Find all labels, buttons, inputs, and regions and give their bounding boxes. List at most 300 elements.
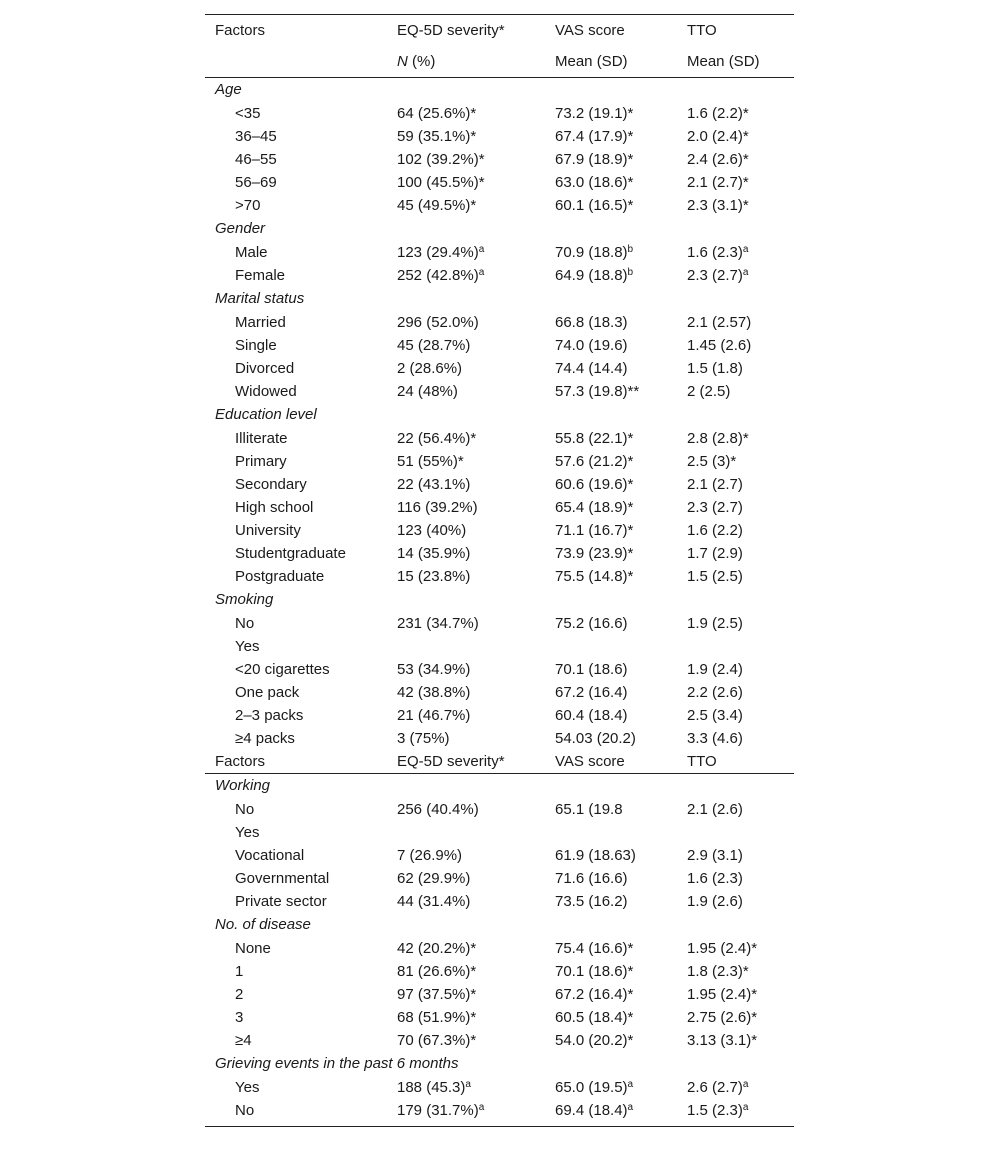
- table-row: [205, 450, 794, 473]
- vas-cell-value: 73.2 (19.1)*: [555, 105, 634, 122]
- category-label: Marital status: [215, 290, 305, 307]
- vas-cell: [555, 727, 636, 750]
- factor-cell: Private sector: [235, 893, 327, 910]
- factor-cell: ≥4: [235, 1032, 252, 1049]
- factor-cell: 3: [235, 1009, 244, 1026]
- tto-cell-footnote: a: [742, 244, 749, 255]
- tto-cell-value: 2.6 (2.7): [687, 1079, 743, 1096]
- eq5d-cell: [397, 1099, 484, 1122]
- vas-cell-value: 54.0 (20.2)*: [555, 1032, 634, 1049]
- eq5d-cell-value: 7 (26.9%): [397, 847, 463, 864]
- tto-cell-value: 2.1 (2.7): [687, 476, 743, 493]
- factor-cell: 46–55: [235, 151, 277, 168]
- category-row: [205, 403, 794, 427]
- factor-cell: Yes: [235, 824, 260, 841]
- table-row: [205, 1076, 794, 1099]
- vas-cell-footnote: b: [627, 244, 634, 255]
- factor-cell: Male: [235, 244, 268, 261]
- factor-cell: Postgraduate: [235, 568, 325, 585]
- eq5d-cell: [397, 473, 470, 496]
- tto-cell-value: 1.7 (2.9): [687, 545, 743, 562]
- factor-cell: Primary: [235, 453, 287, 470]
- header-row: [205, 15, 794, 46]
- eq5d-cell-value: 231 (34.7%): [397, 615, 479, 632]
- eq5d-cell: [397, 194, 476, 217]
- tto-cell-value: 1.8 (2.3)*: [687, 963, 749, 980]
- tto-cell: [687, 264, 748, 287]
- factor-cell: Married: [235, 314, 286, 331]
- eq5d-cell-value: 59 (35.1%)*: [397, 128, 477, 145]
- vas-cell: [555, 612, 628, 635]
- tto-cell: [687, 1099, 748, 1122]
- tto-cell: [687, 148, 749, 171]
- header-vas-repeat: VAS score: [555, 753, 625, 770]
- table-row: [205, 960, 794, 983]
- eq5d-cell: [397, 519, 466, 542]
- vas-cell: [555, 937, 633, 960]
- tto-cell: [687, 937, 757, 960]
- vas-cell: [555, 960, 633, 983]
- vas-cell-value: 75.5 (14.8)*: [555, 568, 634, 585]
- factor-cell: No: [235, 1102, 255, 1119]
- eq5d-cell-value: 22 (43.1%): [397, 476, 471, 493]
- vas-cell-value: 60.5 (18.4)*: [555, 1009, 634, 1026]
- factor-cell: 2: [235, 986, 244, 1003]
- subheader-row: [205, 46, 794, 77]
- factor-cell: <20 cigarettes: [235, 661, 330, 678]
- table-row: [205, 844, 794, 867]
- vas-cell: [555, 450, 633, 473]
- vas-cell: [555, 125, 633, 148]
- vas-cell: [555, 171, 633, 194]
- vas-cell-value: 63.0 (18.6)*: [555, 174, 634, 191]
- vas-cell-value: 55.8 (22.1)*: [555, 430, 634, 447]
- subheader-vas: Mean (SD): [555, 53, 628, 70]
- category-label: No. of disease: [215, 916, 311, 933]
- tto-cell: [687, 727, 743, 750]
- tto-cell: [687, 380, 730, 403]
- tto-cell-value: 2.3 (2.7): [687, 267, 743, 284]
- eq5d-cell-value: 42 (20.2%)*: [397, 940, 477, 957]
- table-row: [205, 937, 794, 960]
- vas-cell: [555, 427, 633, 450]
- factor-cell: No: [235, 615, 255, 632]
- tto-cell-value: 2.5 (3)*: [687, 453, 737, 470]
- vas-cell-footnote: b: [627, 267, 634, 278]
- eq5d-cell: [397, 241, 484, 264]
- subheader-n: N: [397, 53, 408, 70]
- eq5d-cell-value: 102 (39.2%)*: [397, 151, 485, 168]
- eq5d-cell-value: 53 (34.9%): [397, 661, 471, 678]
- eq5d-cell: [397, 148, 485, 171]
- vas-cell: [555, 357, 628, 380]
- tto-cell-value: 2.3 (3.1)*: [687, 197, 749, 214]
- header-tto: TTO: [687, 22, 717, 39]
- table-row: [205, 357, 794, 380]
- vas-cell: [555, 565, 633, 588]
- vas-cell: [555, 264, 633, 287]
- tto-cell: [687, 1006, 757, 1029]
- eq5d-cell-value: 100 (45.5%)*: [397, 174, 485, 191]
- eq5d-cell: [397, 450, 464, 473]
- bottom-rule: [205, 1126, 794, 1127]
- eq5d-cell: [397, 264, 484, 287]
- tto-cell: [687, 496, 743, 519]
- eq5d-cell: [397, 960, 476, 983]
- eq5d-cell-value: 42 (38.8%): [397, 684, 471, 701]
- tto-cell-value: 1.5 (2.3): [687, 1102, 743, 1119]
- tto-cell-value: 1.95 (2.4)*: [687, 940, 758, 957]
- subheader-tto: Mean (SD): [687, 53, 760, 70]
- tto-cell: [687, 171, 749, 194]
- table-row: [205, 427, 794, 450]
- eq5d-cell: [397, 1006, 476, 1029]
- table-row: [205, 380, 794, 403]
- eq5d-cell-value: 62 (29.9%): [397, 870, 471, 887]
- tto-cell: [687, 565, 743, 588]
- repeat-header-row: [205, 750, 794, 773]
- vas-cell-value: 61.9 (18.63): [555, 847, 636, 864]
- eq5d-cell: [397, 102, 476, 125]
- table-row: [205, 681, 794, 704]
- tto-cell: [687, 798, 743, 821]
- subheader-eq5d: [397, 46, 435, 77]
- eq5d-cell-value: 44 (31.4%): [397, 893, 471, 910]
- table-row: [205, 612, 794, 635]
- table-row: [205, 334, 794, 357]
- vas-cell: [555, 1029, 633, 1052]
- tto-cell: [687, 612, 743, 635]
- header-eq5d: EQ-5D severity*: [397, 22, 505, 39]
- vas-cell-value: 70.1 (18.6)*: [555, 963, 634, 980]
- eq5d-cell: [397, 1076, 471, 1099]
- tto-cell-value: 1.6 (2.2)*: [687, 105, 749, 122]
- eq5d-cell: [397, 890, 470, 913]
- tto-cell: [687, 427, 749, 450]
- vas-cell: [555, 1006, 633, 1029]
- tto-cell-value: 2.9 (3.1): [687, 847, 743, 864]
- tto-cell: [687, 983, 757, 1006]
- tto-cell-value: 1.5 (2.5): [687, 568, 743, 585]
- vas-cell-value: 73.9 (23.9)*: [555, 545, 634, 562]
- vas-cell-footnote: a: [627, 1079, 634, 1090]
- header-factors: Factors: [215, 22, 266, 39]
- category-label: Education level: [215, 406, 317, 423]
- eq5d-cell-value: 116 (39.2%): [397, 499, 478, 516]
- vas-cell: [555, 519, 633, 542]
- vas-cell: [555, 867, 628, 890]
- vas-cell: [555, 1076, 633, 1099]
- eq5d-cell: [397, 867, 470, 890]
- eq5d-cell: [397, 380, 458, 403]
- tto-cell-value: 2.8 (2.8)*: [687, 430, 749, 447]
- eq5d-cell-value: 70 (67.3%)*: [397, 1032, 477, 1049]
- tto-cell-value: 1.6 (2.2): [687, 522, 743, 539]
- table-row: [205, 125, 794, 148]
- table-row: [205, 821, 794, 844]
- vas-cell: [555, 890, 628, 913]
- table-row: [205, 241, 794, 264]
- subheader-percent: (%): [407, 53, 436, 70]
- eq5d-cell-value: 256 (40.4%): [397, 801, 479, 818]
- table-row: [205, 798, 794, 821]
- vas-cell-value: 57.6 (21.2)*: [555, 453, 634, 470]
- vas-cell: [555, 194, 633, 217]
- vas-cell: [555, 704, 628, 727]
- tto-cell-value: 2.2 (2.6): [687, 684, 743, 701]
- vas-cell: [555, 473, 633, 496]
- eq5d-cell: [397, 427, 476, 450]
- vas-cell-value: 64.9 (18.8): [555, 267, 628, 284]
- vas-cell-value: 66.8 (18.3): [555, 314, 628, 331]
- eq5d-cell: [397, 983, 476, 1006]
- tto-cell-value: 1.9 (2.5): [687, 615, 743, 632]
- vas-cell-value: 65.4 (18.9)*: [555, 499, 634, 516]
- vas-cell-value: 67.2 (16.4): [555, 684, 628, 701]
- category-label: Working: [215, 777, 271, 794]
- factor-cell: 2–3 packs: [235, 707, 304, 724]
- vas-cell-value: 73.5 (16.2): [555, 893, 628, 910]
- factor-cell: High school: [235, 499, 314, 516]
- tto-cell-value: 2.5 (3.4): [687, 707, 743, 724]
- tto-cell: [687, 241, 748, 264]
- tto-cell: [687, 542, 743, 565]
- eq5d-cell-value: 123 (40%): [397, 522, 467, 539]
- tto-cell: [687, 357, 743, 380]
- tto-cell: [687, 844, 743, 867]
- factor-cell: <35: [235, 105, 261, 122]
- vas-cell: [555, 102, 633, 125]
- eq5d-cell: [397, 1029, 476, 1052]
- table-row: [205, 867, 794, 890]
- category-label: Age: [215, 81, 242, 98]
- vas-cell: [555, 380, 639, 403]
- category-row: [205, 913, 794, 937]
- vas-cell-value: 67.2 (16.4)*: [555, 986, 634, 1003]
- header-eq5d-repeat: EQ-5D severity*: [397, 753, 505, 770]
- eq5d-cell: [397, 311, 479, 334]
- eq5d-cell: [397, 612, 479, 635]
- vas-cell-value: 75.2 (16.6): [555, 615, 628, 632]
- vas-cell-value: 67.9 (18.9)*: [555, 151, 634, 168]
- table-row: [205, 983, 794, 1006]
- table-row: [205, 171, 794, 194]
- tto-cell-value: 2.3 (2.7): [687, 499, 743, 516]
- vas-cell-value: 75.4 (16.6)*: [555, 940, 634, 957]
- table-row: [205, 311, 794, 334]
- table-row: [205, 658, 794, 681]
- factor-cell: No: [235, 801, 255, 818]
- category-row: [205, 588, 794, 612]
- factor-cell: Vocational: [235, 847, 305, 864]
- header-factors-repeat: Factors: [215, 753, 266, 770]
- factor-cell: Widowed: [235, 383, 297, 400]
- vas-cell: [555, 241, 633, 264]
- tto-cell-value: 1.95 (2.4)*: [687, 986, 758, 1003]
- eq5d-cell: [397, 704, 470, 727]
- eq5d-cell-value: 64 (25.6%)*: [397, 105, 477, 122]
- table-row: [205, 1006, 794, 1029]
- table-row: [205, 890, 794, 913]
- factor-cell: Governmental: [235, 870, 330, 887]
- tto-cell: [687, 960, 749, 983]
- tto-cell-value: 2.0 (2.4)*: [687, 128, 749, 145]
- eq5d-cell: [397, 542, 470, 565]
- table-row: [205, 565, 794, 588]
- tto-cell: [687, 867, 743, 890]
- factor-cell: University: [235, 522, 301, 539]
- factor-cell: Secondary: [235, 476, 307, 493]
- tto-cell-value: 1.9 (2.4): [687, 661, 743, 678]
- factor-cell: 36–45: [235, 128, 277, 145]
- tto-cell: [687, 194, 749, 217]
- factor-cell: Yes: [235, 638, 260, 655]
- eq5d-cell: [397, 937, 476, 960]
- eq5d-cell-value: 15 (23.8%): [397, 568, 471, 585]
- factor-cell: None: [235, 940, 271, 957]
- eq5d-cell-footnote: a: [478, 1102, 485, 1113]
- tto-cell-value: 1.5 (1.8): [687, 360, 743, 377]
- table-row: [205, 194, 794, 217]
- vas-cell-value: 71.6 (16.6): [555, 870, 628, 887]
- table-row: [205, 1099, 794, 1122]
- eq5d-cell-value: 188 (45.3): [397, 1079, 466, 1096]
- category-label: Smoking: [215, 591, 274, 608]
- tto-cell-value: 3.13 (3.1)*: [687, 1032, 758, 1049]
- tto-cell: [687, 450, 736, 473]
- eq5d-cell: [397, 727, 450, 750]
- vas-cell: [555, 496, 633, 519]
- vas-cell-value: 54.03 (20.2): [555, 730, 636, 747]
- eq5d-cell-value: 123 (29.4%): [397, 244, 479, 261]
- table-row: [205, 264, 794, 287]
- vas-cell-value: 60.6 (19.6)*: [555, 476, 634, 493]
- tto-cell-footnote: a: [742, 1079, 749, 1090]
- eq5d-cell: [397, 681, 470, 704]
- eq5d-cell: [397, 496, 478, 519]
- table-row: [205, 704, 794, 727]
- tto-cell-value: 2.75 (2.6)*: [687, 1009, 758, 1026]
- table-row: [205, 148, 794, 171]
- vas-cell: [555, 148, 633, 171]
- tto-cell-value: 3.3 (4.6): [687, 730, 743, 747]
- eq5d-cell-value: 21 (46.7%): [397, 707, 471, 724]
- tto-cell-value: 1.45 (2.6): [687, 337, 752, 354]
- vas-cell: [555, 658, 628, 681]
- tto-cell: [687, 681, 743, 704]
- category-label: Grieving events in the past 6 months: [215, 1055, 459, 1072]
- table-row: [205, 473, 794, 496]
- category-row: [205, 287, 794, 311]
- tto-cell: [687, 102, 749, 125]
- tto-cell-value: 2.1 (2.6): [687, 801, 743, 818]
- vas-cell-value: 71.1 (16.7)*: [555, 522, 634, 539]
- table-body-part-2: [205, 774, 794, 1122]
- factor-cell: Female: [235, 267, 286, 284]
- category-row: [205, 217, 794, 241]
- table-row: [205, 1029, 794, 1052]
- eq5d-cell-footnote: a: [478, 267, 485, 278]
- eq5d-cell-value: 45 (49.5%)*: [397, 197, 477, 214]
- tto-cell: [687, 1076, 748, 1099]
- tto-cell-value: 2.4 (2.6)*: [687, 151, 749, 168]
- vas-cell-value: 60.4 (18.4): [555, 707, 628, 724]
- eq5d-cell-value: 97 (37.5%)*: [397, 986, 477, 1003]
- eq5d-cell-value: 3 (75%): [397, 730, 450, 747]
- factor-cell: >70: [235, 197, 261, 214]
- table-row: [205, 496, 794, 519]
- vas-cell: [555, 798, 623, 821]
- vas-cell-value: 65.1 (19.8: [555, 801, 623, 818]
- vas-cell: [555, 844, 636, 867]
- eq5d-cell-footnote: a: [478, 244, 485, 255]
- vas-cell: [555, 311, 628, 334]
- results-table: [205, 14, 794, 1127]
- eq5d-cell: [397, 357, 462, 380]
- factor-cell: 56–69: [235, 174, 277, 191]
- table-row: [205, 542, 794, 565]
- tto-cell-footnote: a: [742, 267, 749, 278]
- vas-cell-value: 74.4 (14.4): [555, 360, 628, 377]
- factor-cell: Single: [235, 337, 277, 354]
- factor-cell: One pack: [235, 684, 300, 701]
- tto-cell-value: 1.6 (2.3): [687, 870, 743, 887]
- eq5d-cell: [397, 844, 462, 867]
- vas-cell-value: 70.1 (18.6): [555, 661, 628, 678]
- category-row: [205, 774, 794, 798]
- vas-cell-value: 60.1 (16.5)*: [555, 197, 634, 214]
- vas-cell-value: 69.4 (18.4): [555, 1102, 628, 1119]
- vas-cell: [555, 681, 628, 704]
- tto-cell: [687, 311, 751, 334]
- tto-cell-value: 1.9 (2.6): [687, 893, 743, 910]
- vas-cell-value: 65.0 (19.5): [555, 1079, 628, 1096]
- vas-cell: [555, 334, 628, 357]
- eq5d-cell-value: 252 (42.8%): [397, 267, 479, 284]
- eq5d-cell-value: 81 (26.6%)*: [397, 963, 477, 980]
- factor-cell: Studentgraduate: [235, 545, 346, 562]
- eq5d-cell-value: 68 (51.9%)*: [397, 1009, 477, 1026]
- vas-cell-value: 57.3 (19.8)**: [555, 383, 640, 400]
- table-row: [205, 519, 794, 542]
- tto-cell-value: 1.6 (2.3): [687, 244, 743, 261]
- vas-cell-value: 67.4 (17.9)*: [555, 128, 634, 145]
- tto-cell: [687, 519, 743, 542]
- eq5d-cell-value: 22 (56.4%)*: [397, 430, 477, 447]
- tto-cell-value: 2.1 (2.57): [687, 314, 752, 331]
- vas-cell: [555, 983, 633, 1006]
- category-row: [205, 78, 794, 102]
- tto-cell: [687, 658, 743, 681]
- tto-cell: [687, 1029, 757, 1052]
- eq5d-cell: [397, 125, 476, 148]
- vas-cell-footnote: a: [627, 1102, 634, 1113]
- eq5d-cell-value: 2 (28.6%): [397, 360, 463, 377]
- tto-cell: [687, 473, 743, 496]
- vas-cell-value: 70.9 (18.8): [555, 244, 628, 261]
- tto-cell-footnote: a: [742, 1102, 749, 1113]
- eq5d-cell: [397, 171, 485, 194]
- vas-cell: [555, 1099, 633, 1122]
- eq5d-cell: [397, 658, 470, 681]
- table-row: [205, 102, 794, 125]
- vas-cell-value: 74.0 (19.6): [555, 337, 628, 354]
- table-body-part-1: [205, 78, 794, 750]
- factor-cell: Yes: [235, 1079, 260, 1096]
- factor-cell: ≥4 packs: [235, 730, 295, 747]
- tto-cell: [687, 125, 749, 148]
- eq5d-cell-value: 179 (31.7%): [397, 1102, 479, 1119]
